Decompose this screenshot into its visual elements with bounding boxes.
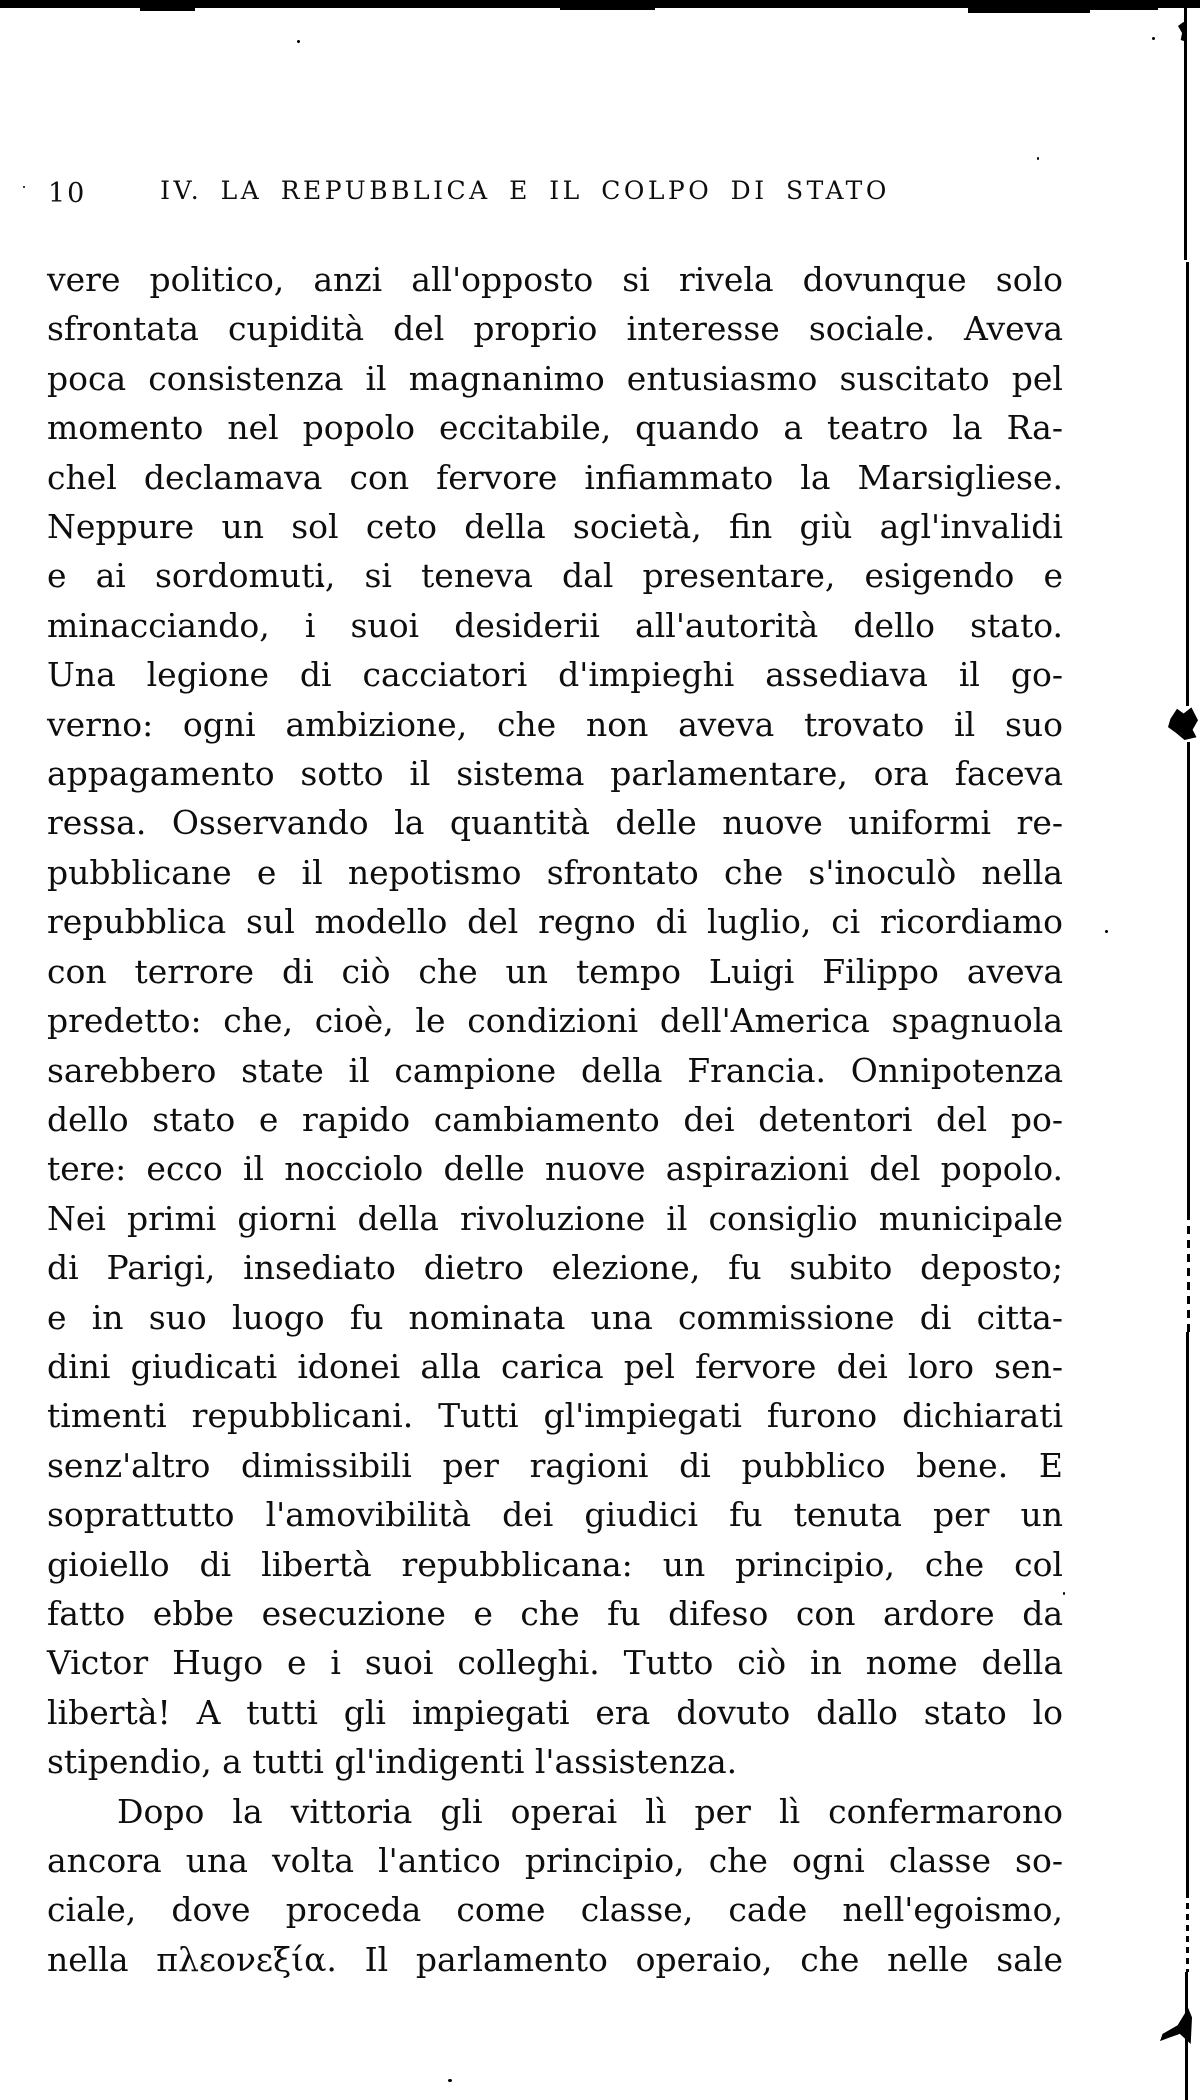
scan-top-edge-bar [968,0,1090,13]
text-line: e in suo luogo fu nominata una commissione di citta- [47,1297,1063,1337]
text-line: con terrore di ciò che un tempo Luigi Filippo aveva [47,951,1063,991]
text-line: e ai sordomuti, si teneva dal presentare, esigendo e [47,556,1063,596]
scan-top-edge-bar [560,0,655,10]
text-line: libertà! A tutti gli impiegati era dovuto dallo stato lo [47,1692,1063,1732]
scan-speck [1037,157,1039,160]
ink-hook-mark [1160,2008,1192,2044]
text-line: Neppure un sol ceto della società, fin giù agl'invalidi [47,507,1063,547]
text-line: ancora una volta l'antico principio, che ogni classe so- [47,1841,1063,1880]
text-line: ciale, dove proceda come classe, cade nell'egoismo, [47,1890,1063,1930]
text-line: di Parigi, insediato dietro elezione, fu subito deposto; [47,1248,1063,1288]
text-line: dello stato e rapido cambiamento dei detentori del po- [47,1099,1063,1139]
scan-gutter-line [1184,8,1187,260]
running-header [0,176,1200,210]
text-line: repubblica sul modello del regno di luglio, ci ricordiamo [47,902,1063,942]
text-line: nella πλεονεξία. Il parlamento operaio, che nelle sale [47,1939,1063,1979]
text-line: chel declamava con fervore infiammato la Marsigliese. [47,457,1063,497]
scan-speck [1152,37,1155,40]
text-line: verno: ogni ambizione, che non aveva trovato il suo [47,704,1063,744]
text-line: Victor Hugo e i suoi colleghi. Tutto ciò in nome della [47,1643,1063,1683]
scan-gutter-line [1187,742,1190,1212]
text-line: senz'altro dimissibili per ragioni di pubblico bene. E [47,1445,1063,1485]
scan-speck [297,40,300,43]
scan-gutter-line [1187,1212,1190,1332]
text-line: Nei primi giorni della rivoluzione il consiglio municipale [47,1198,1063,1238]
text-line: dini giudicati idonei alla carica pel fervore dei loro sen- [47,1346,1063,1386]
scan-top-edge-bar [140,0,195,11]
text-line: predetto: che, cioè, le condizioni dell'America spagnuola [47,1001,1063,1041]
running-header-title: IV. LA REPUBBLICA E IL COLPO DI STATO [160,176,890,205]
text-line: soprattutto l'amovibilità dei giudici fu tenuta per un [47,1495,1063,1535]
text-line: appagamento sotto il sistema parlamentare, ora faceva [47,754,1063,794]
text-line: Dopo la vittoria gli operai lì per lì confermarono [117,1791,1063,1831]
text-line: vere politico, anzi all'opposto si rivela dovunque solo [47,260,1063,299]
text-line: fatto ebbe esecuzione e che fu difeso con ardore da [47,1593,1063,1633]
text-line: sarebbero state il campione della Francia. Onnipotenza [47,1050,1063,1090]
text-line: pubblicane e il nepotismo sfrontato che s'inoculò nella [47,852,1063,892]
scan-gutter-line [1186,1892,1189,1972]
scan-speck [1105,930,1108,933]
ink-blot [1168,706,1198,740]
text-line: tere: ecco il nocciolo delle nuove aspirazioni del popolo. [47,1149,1063,1189]
scan-top-edge-bar [1088,0,1158,10]
page-body-text [47,255,1063,1984]
page-number: 10 [48,178,87,209]
text-line: gioiello di libertà repubblicana: un principio, che col [47,1544,1063,1584]
scan-speck [1063,1592,1065,1595]
text-line: stipendio, a tutti gl'indigenti l'assistenza. [47,1742,738,1782]
text-line: minacciando, i suoi desiderii all'autorità dello stato. [47,605,1063,645]
text-line: poca consistenza il magnanimo entusiasmo suscitato pel [47,358,1063,398]
text-line: Una legione di cacciatori d'impieghi assediava il go- [47,655,1063,695]
scan-gutter-line [1186,1332,1189,1892]
scan-gutter-line [1186,262,1189,706]
text-line: ressa. Osservando la quantità delle nuove uniformi re- [47,803,1063,843]
text-line: timenti repubblicani. Tutti gl'impiegati furono dichiarati [47,1396,1063,1436]
text-line: momento nel popolo eccitabile, quando a teatro la Ra- [47,408,1063,448]
scan-speck [448,2079,452,2082]
text-line: sfrontata cupidità del proprio interesse sociale. Aveva [47,309,1063,349]
scan-gutter-line [1178,22,1187,42]
